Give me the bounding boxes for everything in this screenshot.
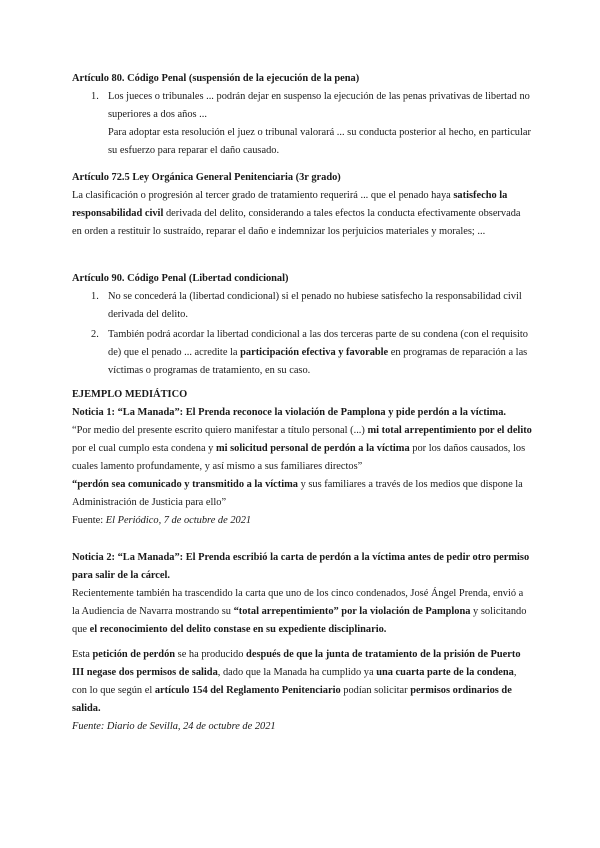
article-72-heading: Artículo 72.5 Ley Orgánica General Penitenciaria (3r grado) (72, 172, 341, 183)
article-80-list (72, 88, 532, 124)
noticia-2-paragraph-1: Recientemente también ha trascendido la carta que uno de los cinco condenados, José Ángel Prenda, envió a la Audiencia de Navarra mostrando su “total arrepentimiento” por la violación de Pamplona y solicitando que el reconocimiento del delito constase en su expediente disciplinario. (72, 588, 527, 635)
source-1: Fuente: El Periódico, 7 de octubre de 2021 (72, 515, 252, 526)
article-90-section (72, 270, 532, 380)
bold-phrase: satisfecho la responsabilidad civil (72, 190, 508, 219)
list-item (72, 288, 532, 324)
article-80-section (72, 70, 532, 160)
noticia-2-paragraph-2: Esta petición de perdón se ha producido después de que la junta de tratamiento de la prisión de Puerto III negase dos permisos de salida, dado que la Manada ha cumplido ya una cuarta parte de la condena, con lo que según el artículo 154 del Reglamento Penitenciario podían solicitar permisos ordinarios de salida. (72, 649, 521, 714)
article-80-heading: Artículo 80. Código Penal (suspensión de la ejecución de la pena) (72, 73, 360, 84)
list-number: 2. (91, 329, 99, 340)
ejemplo-section (72, 386, 532, 530)
bold-phrase: participación efectiva y favorable (240, 347, 389, 358)
article-80-continuation: Para adoptar esta resolución el juez o tribunal valorará ... su conducta posterior al hecho, en particular su esfuerzo para reparar el daño causado. (108, 127, 531, 156)
list-number: 1. (91, 91, 99, 102)
article-72-section (72, 169, 532, 241)
article-90-list (72, 288, 532, 380)
noticia-1-heading: Noticia 1: “La Manada”: El Prenda reconoce la violación de Pamplona y pide perdón a la víctima. (72, 407, 506, 418)
ejemplo-heading: EJEMPLO MEDIÁTICO (72, 389, 188, 400)
list-item-text: Los jueces o tribunales ... podrán dejar en suspenso la ejecución de las penas privativas de libertad no superiores a dos años ... (108, 91, 530, 120)
article-72-text: La clasificación o progresión al tercer grado de tratamiento requerirá ... que el penado haya satisfecho la responsabilidad civil derivada del delito, considerando a tales efectos la conducta efectivamente observada en orden a restituir lo sustraído, reparar el daño e indemnizar los perjuicios materiales y morales; ... (72, 190, 521, 237)
source-2: Fuente: Diario de Sevilla, 24 de octubre de 2021 (72, 721, 276, 732)
list-number: 1. (91, 291, 99, 302)
noticia-2-body (72, 646, 532, 736)
quote-1: “Por medio del presente escrito quiero manifestar a título personal (...) mi total arrepentimiento por el delito por el cual cumplo esta condena y mi solicitud personal de perdón a la víctima por los daños causados, los cuales lamento profundamente, y así mismo a sus familiares directos” (72, 425, 532, 472)
list-item: 2. También podrá acordar la libertad condicional a las dos terceras parte de su condena (con el requisito de) que el penado ... acredite la participación efectiva y favorable en programas de reparación a las víctimas o programas de tratamiento, en su caso. (72, 326, 532, 380)
noticia-2-section (72, 549, 532, 639)
quote-2: “perdón sea comunicado y transmitido a la víctima y sus familiares a través de los medios que dispone la Administración de Justicia para ello” (72, 479, 523, 508)
article-90-heading: Artículo 90. Código Penal (Libertad condicional) (72, 273, 289, 284)
list-item (72, 88, 532, 124)
noticia-2-heading: Noticia 2: “La Manada”: El Prenda escribió la carta de perdón a la víctima antes de pedir otro permiso para salir de la cárcel. (72, 552, 530, 581)
list-item-text: No se concederá la (libertad condicional) si el penado no hubiese satisfecho la responsabilidad civil derivada del delito. (108, 291, 522, 320)
